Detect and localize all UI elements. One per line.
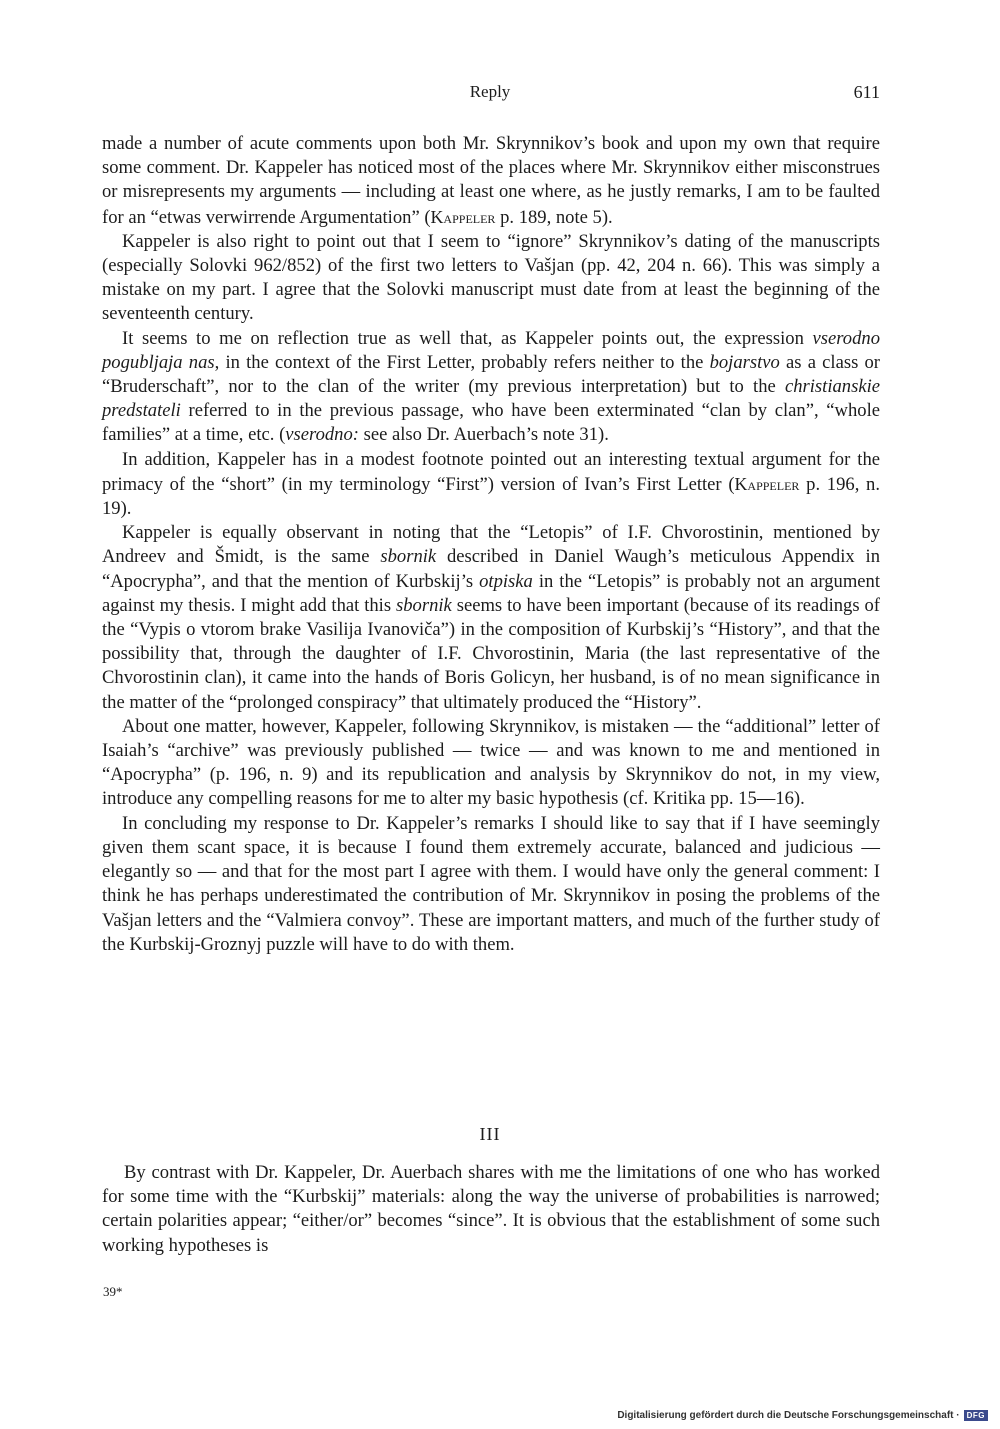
running-title: Reply <box>469 82 511 101</box>
footer-text: Digitalisierung gefördert durch die Deutsche Forschungsgemeinschaft · <box>617 1410 960 1421</box>
signature-mark: 39* <box>103 1284 123 1299</box>
dfg-logo-icon: DFG <box>964 1410 988 1421</box>
section-heading: III <box>479 1124 501 1144</box>
section-paragraph-1: By contrast with Dr. Kappeler, Dr. Auerbach shares with me the limitations of one who has worked for some time with the “Kurbskij” materials: along the way the universe of probabilities is narrowed; certain polarities appear; “either/or” becomes “since”. It is obvious that the establishment of some such working hypotheses is <box>102 1162 880 1256</box>
paragraph-7: In concluding my response to Dr. Kappeler’s remarks I should like to say that if I have seemingly given them scant space, it is because I found them extremely accurate, balanced and judicious — elegantly so — and that for the most part I agree with them. I would have only the general comment: I think he has perhaps underestimated the contribution of Mr. Skrynnikov in posing the problems of the Vašjan letters and the “Valmiera convoy”. These are important matters, and much of the further study of the Kurbskij-Groznyj puzzle will have to do with them. <box>102 812 880 955</box>
body-text <box>102 132 880 957</box>
paragraph-3: It seems to me on reflection true as well that, as Kappeler points out, the expression vserodno pogubljaja nas, in the context of the First Letter, probably refers neither to the bojarstvo as a class or “Bruderschaft”, nor to the clan of the writer (my previous interpretation) but to the christianskie predstateli referred to in the previous passage, who have been exterminated “clan by clan”, “whole families” at a time, etc. (vserodno: see also Dr. Auerbach’s note 31). <box>102 327 881 446</box>
page-header <box>100 82 880 108</box>
digitization-footer <box>617 1410 988 1421</box>
paragraph-6: About one matter, however, Kappeler, following Skrynnikov, is mistaken — the “additional” letter of Isaiah’s “archive” was previously published — twice — and was known to me and mentioned in “Apocrypha” (p. 196, n. 9) and its republication and analysis by Skrynnikov do not, in my view, introduce any compelling reasons for me to alter my basic hypothesis (cf. Kritika pp. 15—16). <box>102 715 880 810</box>
paragraph-1: made a number of acute comments upon both Mr. Skrynnikov’s book and upon my own that require some comment. Dr. Kappeler has noticed most of the places where Mr. Skrynnikov either misconstrues or misrepresents my arguments — including at least one where, as he justly remarks, I am to be faulted for an “etwas verwirrende Argumentation” (Kappeler p. 189, note 5). <box>102 133 880 228</box>
paragraph-4: In addition, Kappeler has in a modest footnote pointed out an interesting textual argument for the primacy of the “short” (in my terminology “First”) version of Ivan’s First Letter (Kappeler p. 196, n. 19). <box>102 448 881 520</box>
page-number: 611 <box>853 82 880 102</box>
section-text <box>102 1161 880 1258</box>
paragraph-5: Kappeler is equally observant in noting that the “Letopis” of I.F. Chvorostinin, mentioned by Andreev and Šmidt, is the same sbornik described in Daniel Waugh’s meticulous Appendix in “Apocrypha”, and that the mention of Kurbskij’s otpiska in the “Letopis” is probably not an argument against my thesis. I might add that this sbornik seems to have been important (because of its readings of the “Vypis o vtorom brake Vasilija Ivanoviča”) in the composition of Kurbskij’s “History”, and that the possibility that, through the daughter of I.F. Chvorostinin, Maria (the last representative of the Chvorostinin clan), it came into the hands of Boris Golicyn, her husband, is of no mean significance in the matter of the “prolonged conspiracy” that ultimately produced the “History”. <box>102 522 881 713</box>
paragraph-2: Kappeler is also right to point out that I seem to “ignore” Skrynnikov’s dating of the manuscripts (especially Solovki 962/852) of the first two letters to Vašjan (pp. 42, 204 n. 66). This was simply a mistake on my part. I agree that the Solovki manuscript must date from at least the beginning of the seventeenth century. <box>102 230 880 325</box>
